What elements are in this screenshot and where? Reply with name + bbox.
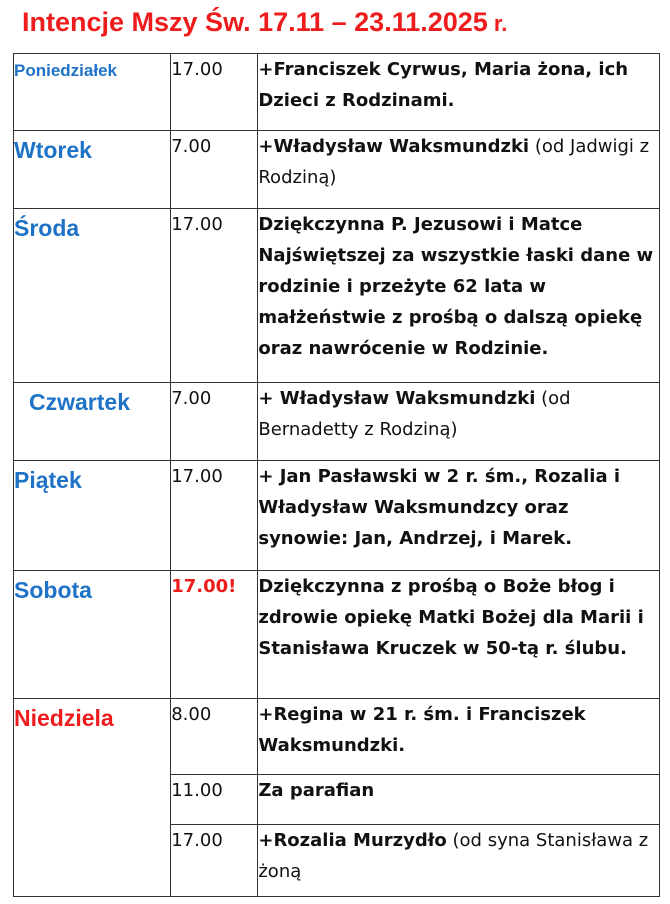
day-name: Środa <box>14 209 171 383</box>
day-row-saturday <box>14 571 660 699</box>
page-title <box>22 2 507 42</box>
mass-intentions-table <box>13 53 660 897</box>
mass-intention <box>258 775 660 825</box>
day-row-sunday <box>14 699 660 775</box>
intention-normal-text: (od Bernadetty z Rodziną) <box>258 388 571 440</box>
day-row-wednesday <box>14 209 660 383</box>
day-name: Wtorek <box>14 131 171 209</box>
intention-bold-text: Dziękczynna z prośbą o Boże błog i zdrowie opiekę Matki Bożej dla Marii i Stanisława Kruczek w 50-tą r. ślubu. <box>258 576 644 659</box>
intention-normal-text: (od Jadwigi z Rodziną) <box>258 136 650 188</box>
mass-time: 8.00 <box>171 699 258 775</box>
mass-intention <box>258 825 660 897</box>
title-suffix: r. <box>487 11 508 36</box>
intention-bold-text: Za parafian <box>258 780 375 801</box>
day-row-friday <box>14 461 660 571</box>
mass-time: 17.00 <box>171 54 258 131</box>
mass-intention <box>258 54 660 131</box>
mass-intention <box>258 699 660 775</box>
intention-normal-text: (od syna Stanisława z żoną <box>258 830 649 882</box>
mass-time: 11.00 <box>171 775 258 825</box>
day-row-thursday <box>14 383 660 461</box>
intention-bold-text: + Władysław Waksmundzki <box>258 388 536 409</box>
mass-time: 17.00 <box>171 461 258 571</box>
mass-intention <box>258 461 660 571</box>
intention-bold-text: +Władysław Waksmundzki <box>258 136 530 157</box>
intention-bold-text: +Franciszek Cyrwus, Maria żona, ich Dzieci z Rodzinami. <box>258 59 629 111</box>
mass-time: 17.00 <box>171 209 258 383</box>
day-name: Piątek <box>14 461 171 571</box>
intention-bold-text: +Regina w 21 r. śm. i Franciszek Waksmundzki. <box>258 704 586 756</box>
day-name: Niedziela <box>14 699 171 897</box>
mass-intention <box>258 383 660 461</box>
intention-bold-text: +Rozalia Murzydło <box>258 830 447 851</box>
title-text: Intencje Mszy Św. 17.11 – 23.11.2025 <box>22 7 488 37</box>
mass-intention <box>258 131 660 209</box>
mass-intention <box>258 571 660 699</box>
mass-time: 7.00 <box>171 383 258 461</box>
mass-time: 7.00 <box>171 131 258 209</box>
day-name: Poniedziałek <box>14 54 171 131</box>
mass-time: 17.00! <box>171 571 258 699</box>
mass-intention <box>258 209 660 383</box>
day-row-tuesday <box>14 131 660 209</box>
day-name: Czwartek <box>14 383 171 461</box>
mass-time: 17.00 <box>171 825 258 897</box>
day-row-monday <box>14 54 660 131</box>
intention-bold-text: Dziękczynna P. Jezusowi i Matce Najświętszej za wszystkie łaski dane w rodzinie i przeżyte 62 lata w małżeństwie z prośbą o dalszą opiekę oraz nawrócenie w Rodzinie. <box>258 214 654 359</box>
intention-bold-text: + Jan Pasławski w 2 r. śm., Rozalia i Władysław Waksmundzcy oraz synowie: Jan, Andrzej, i Marek. <box>258 466 621 549</box>
day-name: Sobota <box>14 571 171 699</box>
